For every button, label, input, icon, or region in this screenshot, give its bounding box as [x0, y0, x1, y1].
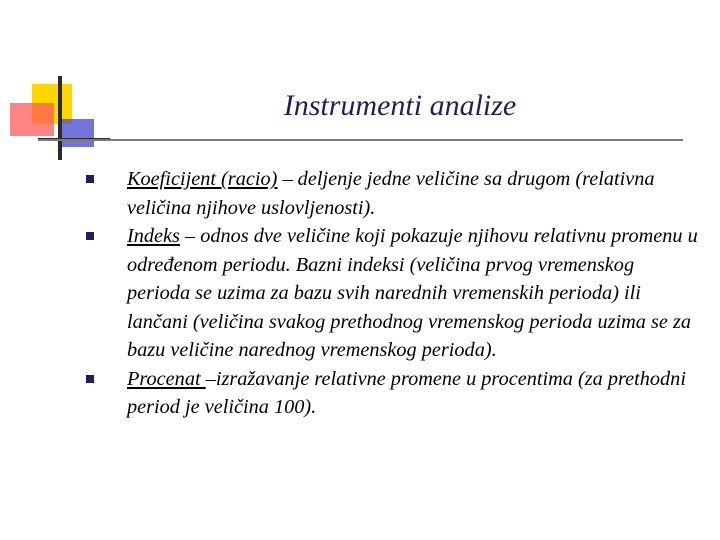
bullet-list	[0, 165, 720, 422]
corner-decoration	[0, 0, 110, 170]
square-bullet-icon	[86, 175, 94, 183]
term-indeks: Indeks	[127, 225, 180, 247]
term-procenat: Procenat	[127, 367, 206, 390]
definition-koeficijent: – deljenje jedne veličine sa drugom (relativna veličina njihove uslovljenosti).	[127, 168, 655, 219]
square-bullet-icon	[86, 375, 94, 383]
title-divider	[38, 139, 683, 141]
red-square	[10, 103, 54, 136]
bullet-item-koeficijent	[0, 165, 702, 222]
slide-title: Instrumenti analize	[283, 89, 517, 122]
blue-square	[58, 119, 94, 147]
bullet-item-procenat	[0, 365, 702, 422]
definition-indeks: – odnos dve veličine koji pokazuje njihovu relativnu promenu u određenom periodu. Bazni indeksi (veličina prvog vremenskog perioda se uzima za bazu svih narednih vremenskih perioda) ili lančani (veličina svakog prethodnog vremenskog perioda uzima se za bazu veličine narednog vremenskog perioda).	[127, 225, 698, 361]
definition-procenat: –izražavanje relativne promene u procentima (za prethodni period je veličina 100).	[127, 367, 686, 418]
term-koeficijent: Koeficijent (racio)	[127, 168, 278, 190]
vertical-line	[58, 76, 62, 160]
bullet-item-indeks	[0, 222, 702, 365]
square-bullet-icon	[86, 232, 94, 240]
